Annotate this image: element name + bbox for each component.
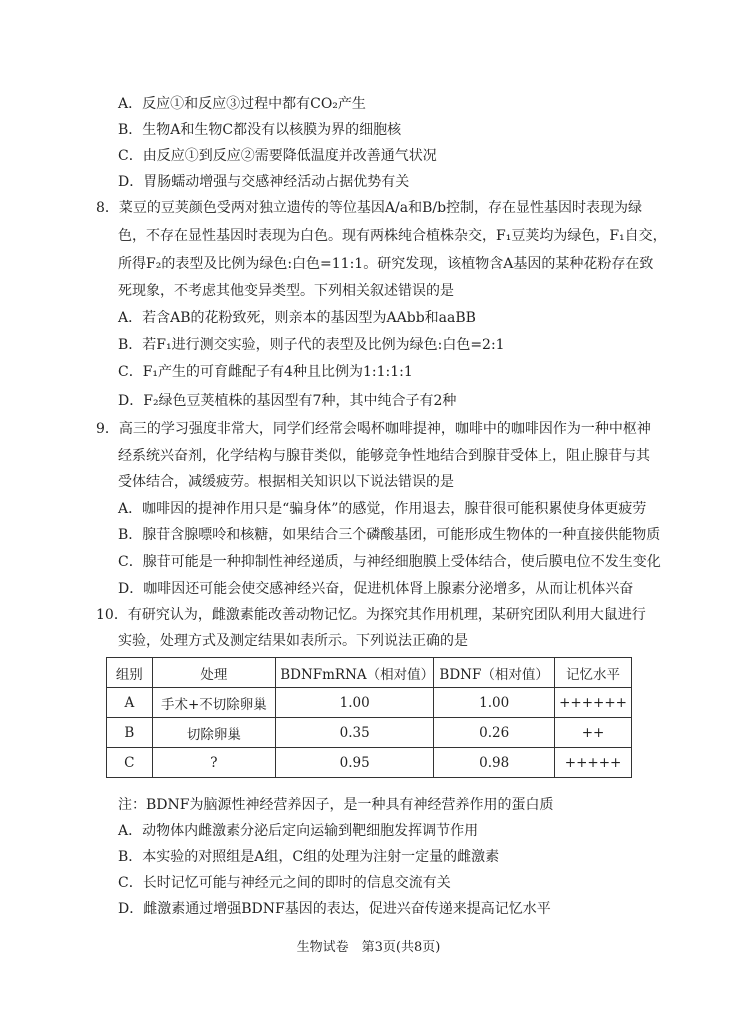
prev-option-a: A．反应①和反应③过程中都有CO₂产生 [118,96,366,112]
q9-option-a: A．咖啡因的提神作用只是“骗身体”的感觉，作用退去，腺苷很可能积累使身体更疲劳 [118,501,647,517]
q8-option-a: A．若含AB的花粉致死，则亲本的基因型为AAbb和aaBB [118,310,476,326]
table-header-cell: 处理 [152,658,276,688]
page-footer: 生物试卷 第3页(共8页) [296,940,441,955]
table-cell: 0.35 [276,718,434,748]
q8-stem-line-3: 所得F₂的表型及比例为绿色:白色=11:1。研究发现，该植物含A基因的某种花粉存在致 [118,256,654,272]
q10-option-c: C．长时记忆可能与神经元之间的即时的信息交流有关 [118,875,451,891]
q8-stem-line-2: 色，不存在显性基因时表现为白色。现有两株纯合植株杂交，F₁豆荚均为绿色，F₁自交， [118,228,667,244]
prev-option-c: C．由反应①到反应②需要降低温度并改善通气状况 [118,148,437,164]
q8-stem-line-1: 8．菜豆的豆荚颜色受两对独立遗传的等位基因A/a和B/b控制，存在显性基因时表现为绿 [96,200,643,216]
table-cell: ++++++ [555,688,632,718]
table-cell: C [107,748,153,778]
q10-option-a: A．动物体内雌激素分泌后定向运输到靶细胞发挥调节作用 [118,823,479,839]
q10-table-note: 注：BDNF为脑源性神经营养因子，是一种具有神经营养作用的蛋白质 [118,797,554,813]
prev-option-d: D．胃肠蠕动增强与交感神经活动占据优势有关 [118,174,410,190]
q9-option-b: B．腺苷含腺嘌呤和核糖，如果结合三个磷酸基团，可能形成生物体的一种直接供能物质 [118,527,661,543]
table-header-cell: BDNFmRNA（相对值） [276,658,434,688]
prev-option-b: B．生物A和生物C都没有以核膜为界的细胞核 [118,122,402,138]
table-header-cell: 组别 [107,658,153,688]
table-header-cell: 记忆水平 [555,658,632,688]
q8-option-c: C．F₁产生的可育雌配子有4种且比例为1:1:1:1 [118,364,413,380]
q9-stem-line-2: 经系统兴奋剂，化学结构与腺苷类似，能够竞争性地结合到腺苷受体上，阻止腺苷与其 [118,448,650,464]
q10-option-d: D．雌激素通过增强BDNF基因的表达，促进兴奋传递来提高记忆水平 [118,901,551,917]
q10-stem-line-2: 实验，处理方式及测定结果如表所示。下列说法正确的是 [118,633,468,649]
table-header-row [107,658,632,688]
table-row [107,748,632,778]
table-cell: 1.00 [434,688,555,718]
table-cell: ++ [555,718,632,748]
q9-stem-line-1: 9．高三的学习强度非常大，同学们经常会喝杯咖啡提神，咖啡中的咖啡因作为一种中枢神 [96,421,651,437]
table-cell: 1.00 [276,688,434,718]
table-row [107,688,632,718]
table-cell: 0.98 [434,748,555,778]
q8-stem-line-4: 死现象，不考虑其他变异类型。下列相关叙述错误的是 [118,283,454,299]
table-header-cell: BDNF（相对值） [434,658,555,688]
table-cell: ? [152,748,276,778]
q8-option-b: B．若F₁进行测交实验，则子代的表型及比例为绿色:白色=2:1 [118,337,505,353]
q9-stem-line-3: 受体结合，减缓疲劳。根据相关知识以下说法错误的是 [118,474,454,490]
q9-option-c: C．腺苷可能是一种抑制性神经递质，与神经细胞膜上受体结合，使后膜电位不发生变化 [118,554,661,570]
table-cell: 切除卵巢 [152,718,276,748]
q8-option-d: D．F₂绿色豆荚植株的基因型有7种，其中纯合子有2种 [118,393,457,409]
q10-data-table [106,657,632,778]
table-cell: 手术+不切除卵巢 [152,688,276,718]
q9-option-d: D．咖啡因还可能会使交感神经兴奋，促进机体肾上腺素分泌增多，从而让机体兴奋 [118,581,634,597]
table-cell: 0.95 [276,748,434,778]
table-cell: 0.26 [434,718,555,748]
table-cell: A [107,688,153,718]
q10-stem-line-1: 10．有研究认为，雌激素能改善动物记忆。为探究其作用机理，某研究团队利用大鼠进行 [96,607,646,623]
table-cell: B [107,718,153,748]
table-row [107,718,632,748]
q10-option-b: B．本实验的对照组是A组，C组的处理为注射一定量的雌激素 [118,849,500,865]
table-cell: +++++ [555,748,632,778]
